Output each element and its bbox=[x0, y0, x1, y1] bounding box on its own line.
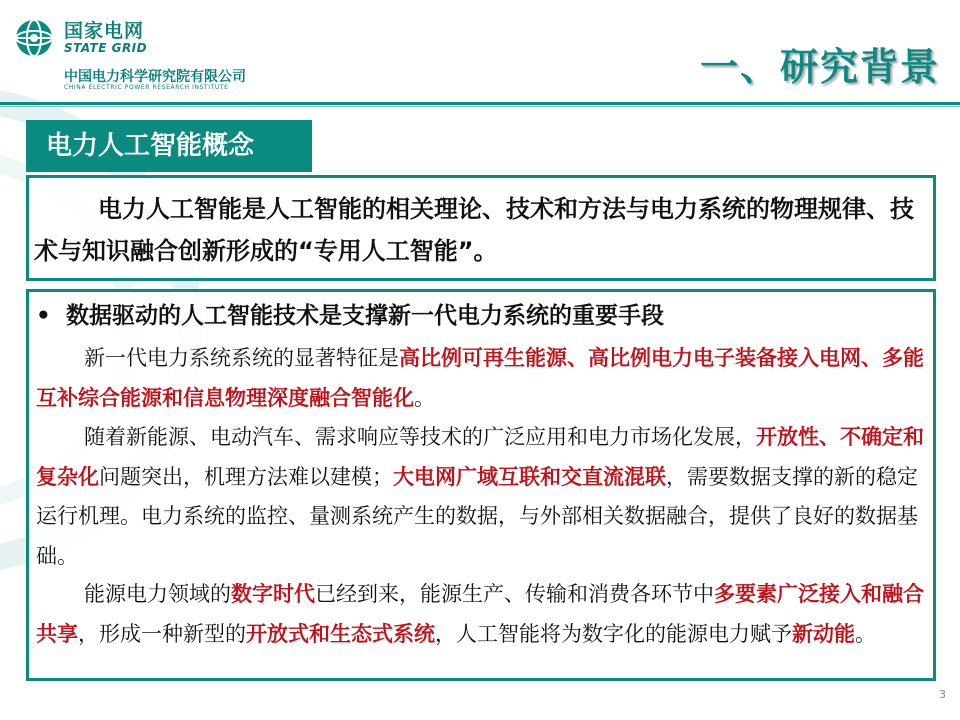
bullet-heading bbox=[36, 298, 926, 334]
paragraph-2 bbox=[36, 418, 926, 576]
highlighted-text: 新动能 bbox=[792, 621, 855, 646]
bullet-dot: • bbox=[36, 303, 51, 329]
page-number: 3 bbox=[939, 688, 946, 701]
org-name-cn: 国家电网 bbox=[64, 20, 145, 42]
highlighted-text: 多要素广泛接入和融合共享 bbox=[36, 582, 924, 646]
bullet-heading-text: 数据驱动的人工智能技术是支撑新一代电力系统的重要手段 bbox=[66, 303, 664, 329]
body-text: 。 bbox=[414, 385, 435, 410]
body-text: 能源电力领域的 bbox=[84, 582, 231, 606]
highlighted-text: 大电网广域互联和交直流混联 bbox=[393, 464, 666, 489]
org-name-en: STATE GRID bbox=[64, 41, 148, 55]
header-divider bbox=[0, 102, 960, 105]
header-divider-thin bbox=[0, 106, 960, 107]
institute-name-en: CHINA ELECTRIC POWER RESEARCH INSTITUTE bbox=[64, 84, 229, 91]
body-text: ，人工智能将为数字化的能源电力赋予 bbox=[435, 621, 792, 646]
body-text: 随着新能源、电动汽车、需求响应等技术的广泛应用和电力市场化发展， bbox=[84, 425, 756, 449]
institute-name-cn: 中国电力科学研究院有限公司 bbox=[64, 69, 246, 85]
slide-header bbox=[0, 0, 960, 104]
body-text: 新一代电力系统系统的显著特征是 bbox=[84, 346, 399, 370]
body-text: ，需要数据支撑的新的稳定运行机理。电力系统的监控、量测系统产生的数据，与外部相关数据融合，提供了良好的数据基础。 bbox=[36, 464, 918, 568]
section-title: 一、研究背景 bbox=[699, 45, 940, 89]
highlighted-text: 开放式和生态式系统 bbox=[246, 621, 435, 646]
highlighted-text: 数字时代 bbox=[231, 582, 315, 606]
body-text: 已经到来，能源生产、传输和消费各环节中 bbox=[315, 582, 714, 606]
concept-tab-label: 电力人工智能概念 bbox=[26, 120, 312, 172]
body-text: 问题突出，机理方法难以建模； bbox=[99, 464, 393, 489]
state-grid-logo-icon bbox=[14, 18, 54, 58]
highlighted-text: 高比例可再生能源、高比例电力电子装备接入电网、多能互补综合能源和信息物理深度融合智能化 bbox=[36, 346, 924, 410]
body-text: 。 bbox=[855, 621, 876, 646]
definition-text: 电力人工智能是人工智能的相关理论、技术和方法与电力系统的物理规律、技术与知识融合创新形成的“专用人工智能”。 bbox=[34, 195, 914, 265]
paragraph-3 bbox=[36, 575, 926, 654]
body-text: ，形成一种新型的 bbox=[78, 621, 246, 646]
paragraph-1 bbox=[36, 339, 926, 418]
highlighted-text: 开放性、不确定和复杂化 bbox=[36, 425, 924, 489]
